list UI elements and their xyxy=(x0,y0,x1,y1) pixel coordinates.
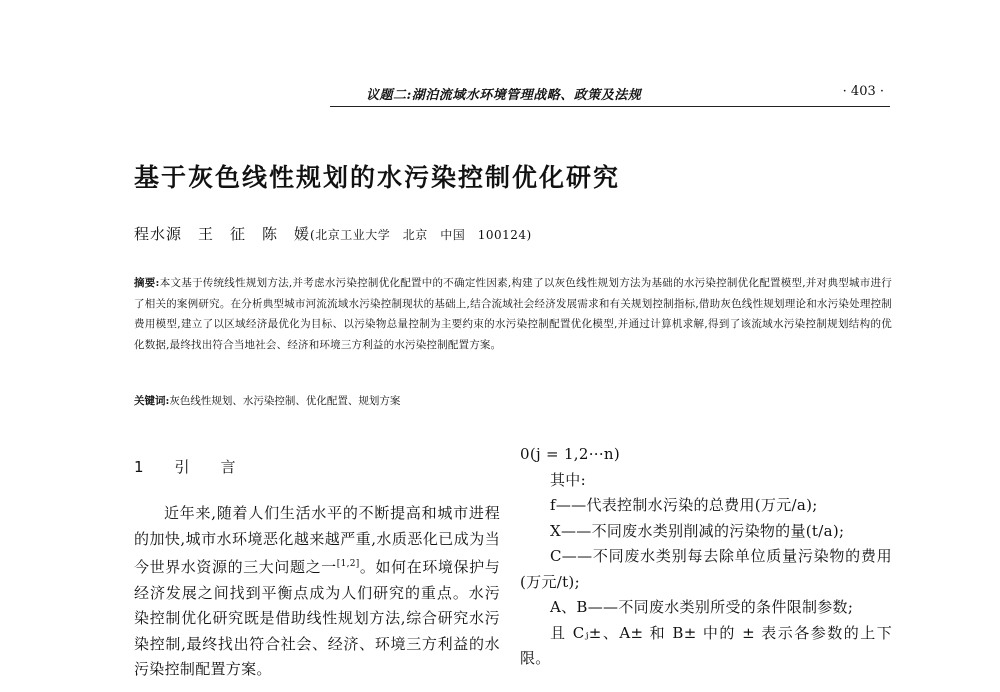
keywords-text: 灰色线性规划、水污染控制、优化配置、规划方案 xyxy=(169,395,401,407)
constraint-line: 0(j = 1,2···n) xyxy=(520,445,621,463)
intro-paragraph xyxy=(134,501,500,683)
keywords xyxy=(134,392,892,410)
abstract-text: 本文基于传统线性规划方法,并考虑水污染控制优化配置中的不确定性因素,构建了以灰色线性规划方法为基础的水污染控制优化配置模型,并对典型城市进行了相关的案例研究。在分析典型城市河流流域水污染控制现状的基础上,结合流域社会经济发展需求和有关规划控制指标,借助灰色线性规划理论和水污染处理控制费用模型,建立了以区域经济最优化为目标、以污染物总量控制为主要约束的水污染控制配置优化模型,并通过计算机求解,得到了该流域水污染控制规划结构的优化数据,最终找出符合当地社会、经济和环境三方利益的水污染控制配置方案。 xyxy=(134,277,892,351)
where-label: 其中: xyxy=(550,470,586,489)
definition-f: f——代表控制水污染的总费用(万元/a); xyxy=(550,496,818,514)
header-topic: 议题二:湖泊流域水环境管理战略、政策及法规 xyxy=(366,88,642,103)
intro-text-part1: 近年来,随着人们生活水平的不断提高和城市进程的加快,城市水环境恶化越来越严重,水质恶化已成为当今世界水资源的三大问题之一 xyxy=(134,504,500,576)
definition-x: X——不同废水类别削减的污染物的量(t/a); xyxy=(550,521,845,540)
section-heading-introduction: 1 引 言 xyxy=(134,458,244,476)
definition-ab: A、B——不同废水类别所受的条件限制参数; xyxy=(550,598,854,616)
definition-c: C——不同废水类别每去除单位质量污染物的费用(万元/t); xyxy=(520,547,892,591)
right-column xyxy=(520,442,892,672)
author-line xyxy=(134,223,532,244)
page-number: · 403 · xyxy=(842,84,884,99)
intro-text-part2: 。如何在环境保护与经济发展之间找到平衡点成为人们研究的重点。水污染控制优化研究既是借助线性规划方法,综合研究水污染控制,最终找出符合社会、经济、环境三方利益的水污染控制配置方案。 xyxy=(134,558,501,678)
definition-plus-minus: 且 Cⱼ±、A± 和 B± 中的 ± 表示各参数的上下限。 xyxy=(520,623,892,667)
left-column xyxy=(134,446,500,683)
citation-ref: [1,2] xyxy=(336,559,360,569)
author-names: 程水源 王 征 陈 媛 xyxy=(134,225,311,243)
keywords-label: 关键词: xyxy=(134,395,170,407)
running-header xyxy=(330,84,890,107)
abstract xyxy=(134,273,892,355)
article-title: 基于灰色线性规划的水污染控制优化研究 xyxy=(134,163,621,192)
author-affiliation: (北京工业大学 北京 中国 100124) xyxy=(310,228,532,242)
abstract-label: 摘要: xyxy=(134,277,160,289)
